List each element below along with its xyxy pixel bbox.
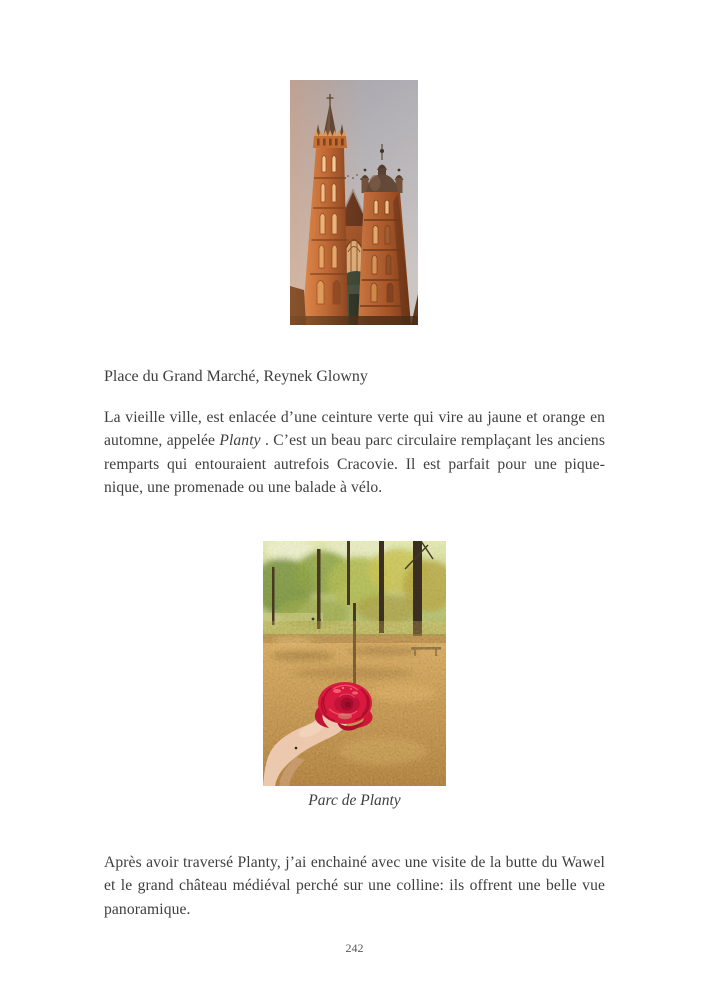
paragraph-old-town-italic-planty: Planty (219, 432, 261, 450)
rose-photo (263, 541, 446, 786)
photo-caption-grand-marche: Place du Grand Marché, Reynek Glowny (104, 368, 368, 385)
paragraph-wawel: Après avoir traversé Planty, j’ai enchainé avec une visite de la butte du Wawel et le grand château médiéval perché sur une colline: ils offrent une belle vue panoramique. (104, 854, 605, 918)
page-number: 242 (345, 941, 364, 955)
rose-photo-illustration (263, 541, 446, 786)
paragraph-old-town-text-before: La vieille ville, est enlacée d’une ceinture verte qui vire au jaune et orange en automne, appelée (104, 409, 605, 450)
paragraph-old-town (104, 406, 605, 499)
church-photo-illustration (290, 80, 418, 325)
church-photo (290, 80, 418, 325)
photo-caption-planty: Parc de Planty (308, 792, 401, 809)
paragraph-old-town-text-after: . C’est un beau parc circulaire remplaçant les anciens remparts qui entouraient autrefois Cracovie. Il est parfait pour une pique-nique, une promenade ou une balade à vélo. (104, 432, 605, 496)
